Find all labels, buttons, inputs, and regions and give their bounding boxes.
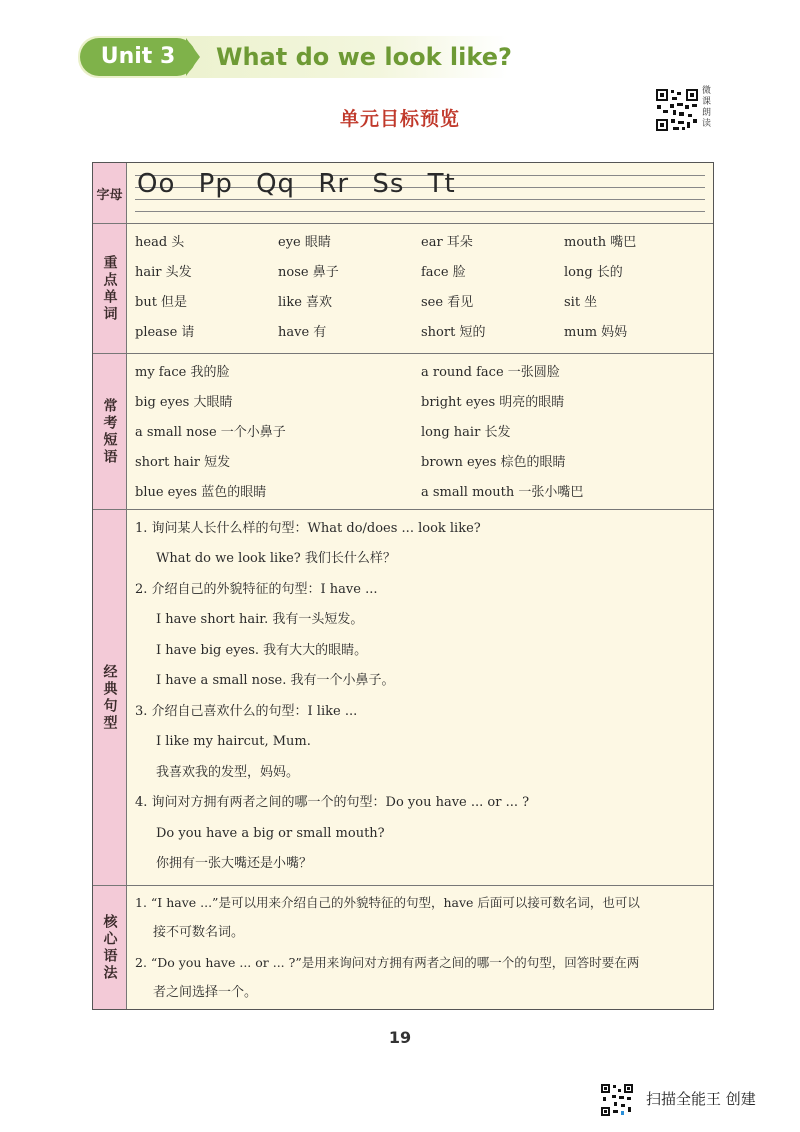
sentence-line: 3. 介绍自己喜欢什么的句型：I like ... <box>135 704 358 719</box>
phrase-item: big eyes 大眼睛 <box>135 395 233 410</box>
word-item: nose 鼻子 <box>278 265 339 280</box>
alphabet-letters: Oo Pp Qq Rr Ss Tt <box>137 169 456 199</box>
word-item: ear 耳朵 <box>421 235 473 250</box>
letters-label-cell <box>93 163 127 223</box>
phrase-item: a small nose 一个小鼻子 <box>135 425 286 440</box>
letters-label: 字母 <box>96 187 123 203</box>
sentences-label: 经典句型 <box>101 663 118 732</box>
word-item: like 喜欢 <box>278 295 333 310</box>
sentence-line: I have big eyes. 我有大大的眼睛。 <box>156 643 368 658</box>
sentence-line: I like my haircut, Mum. <box>156 734 311 749</box>
grammar-line: 接不可数名词。 <box>153 925 245 940</box>
phrase-item: short hair 短发 <box>135 455 231 470</box>
word-item: but 但是 <box>135 295 188 310</box>
grammar-line: 2. “Do you have ... or ... ?”是用来询问对方拥有两者之间的哪一个的句型，回答时要在两 <box>135 955 640 970</box>
phrase-item: a small mouth 一张小嘴巴 <box>421 485 584 500</box>
page-number: 19 <box>388 1028 412 1047</box>
sentences-row <box>93 509 713 885</box>
grammar-label: 核心语法 <box>101 913 118 982</box>
phrase-item: a round face 一张圆脸 <box>421 365 560 380</box>
phrases-row <box>93 353 713 509</box>
word-item: long 长的 <box>564 265 623 280</box>
key-words-row <box>93 223 713 353</box>
unit-title: What do we look like? <box>216 43 512 71</box>
phrase-item: long hair 长发 <box>421 425 511 440</box>
sentences-label-cell <box>93 510 127 885</box>
sentence-line: 4. 询问对方拥有两者之间的哪一个的句型：Do you have ... or ... ? <box>135 795 530 810</box>
word-item: have 有 <box>278 325 327 340</box>
sentence-line: Do you have a big or small mouth? <box>156 826 385 841</box>
phrases-label: 常考短语 <box>101 397 118 466</box>
scanner-qr-icon <box>600 1083 634 1117</box>
phrase-item: blue eyes 蓝色的眼睛 <box>135 485 267 500</box>
grammar-label-cell <box>93 886 127 1009</box>
unit-overview-table <box>92 162 714 1010</box>
phrase-item: my face 我的脸 <box>135 365 230 380</box>
word-item: head 头 <box>135 235 185 250</box>
phrase-item: bright eyes 明亮的眼睛 <box>421 395 565 410</box>
word-item: short 短的 <box>421 325 486 340</box>
section-subtitle: 单元目标预览 <box>339 108 460 130</box>
word-item: eye 眼睛 <box>278 235 331 250</box>
unit-label: Unit 3 <box>80 38 196 76</box>
grammar-line: 者之间选择一个。 <box>153 985 258 1000</box>
sentence-line: What do we look like? 我们长什么样？ <box>156 551 396 566</box>
key-words-label: 重点单词 <box>101 254 118 323</box>
phrase-item: brown eyes 棕色的眼睛 <box>421 455 566 470</box>
word-item: mum 妈妈 <box>564 325 628 340</box>
unit-pill-arrow <box>186 38 200 76</box>
sentence-line: 你拥有一张大嘴还是小嘴？ <box>156 856 313 871</box>
qr-code-icon[interactable] <box>655 88 699 132</box>
sentence-line: 我喜欢我的发型，妈妈。 <box>156 765 300 780</box>
phrases-label-cell <box>93 354 127 509</box>
scanner-watermark: 扫描全能王 创建 <box>646 1090 756 1108</box>
qr-caption: 微课朗读 <box>702 86 712 129</box>
sentence-line: 2. 介绍自己的外貌特征的句型：I have ... <box>135 582 378 597</box>
word-item: sit 坐 <box>564 295 598 310</box>
sentence-line: 1. 询问某人长什么样的句型：What do/does ... look like? <box>135 521 481 536</box>
grammar-line: 1. “I have ...”是可以用来介绍自己的外貌特征的句型，have 后面可以接可数名词，也可以 <box>135 895 640 910</box>
word-item: hair 头发 <box>135 265 192 280</box>
letters-row <box>93 163 713 223</box>
word-item: mouth 嘴巴 <box>564 235 637 250</box>
sentence-line: I have a small nose. 我有一个小鼻子。 <box>156 673 395 688</box>
word-item: please 请 <box>135 325 195 340</box>
word-item: face 脸 <box>421 265 466 280</box>
sentence-line: I have short hair. 我有一头短发。 <box>156 612 364 627</box>
grammar-row <box>93 885 713 1009</box>
key-words-label-cell <box>93 224 127 353</box>
word-item: see 看见 <box>421 295 474 310</box>
